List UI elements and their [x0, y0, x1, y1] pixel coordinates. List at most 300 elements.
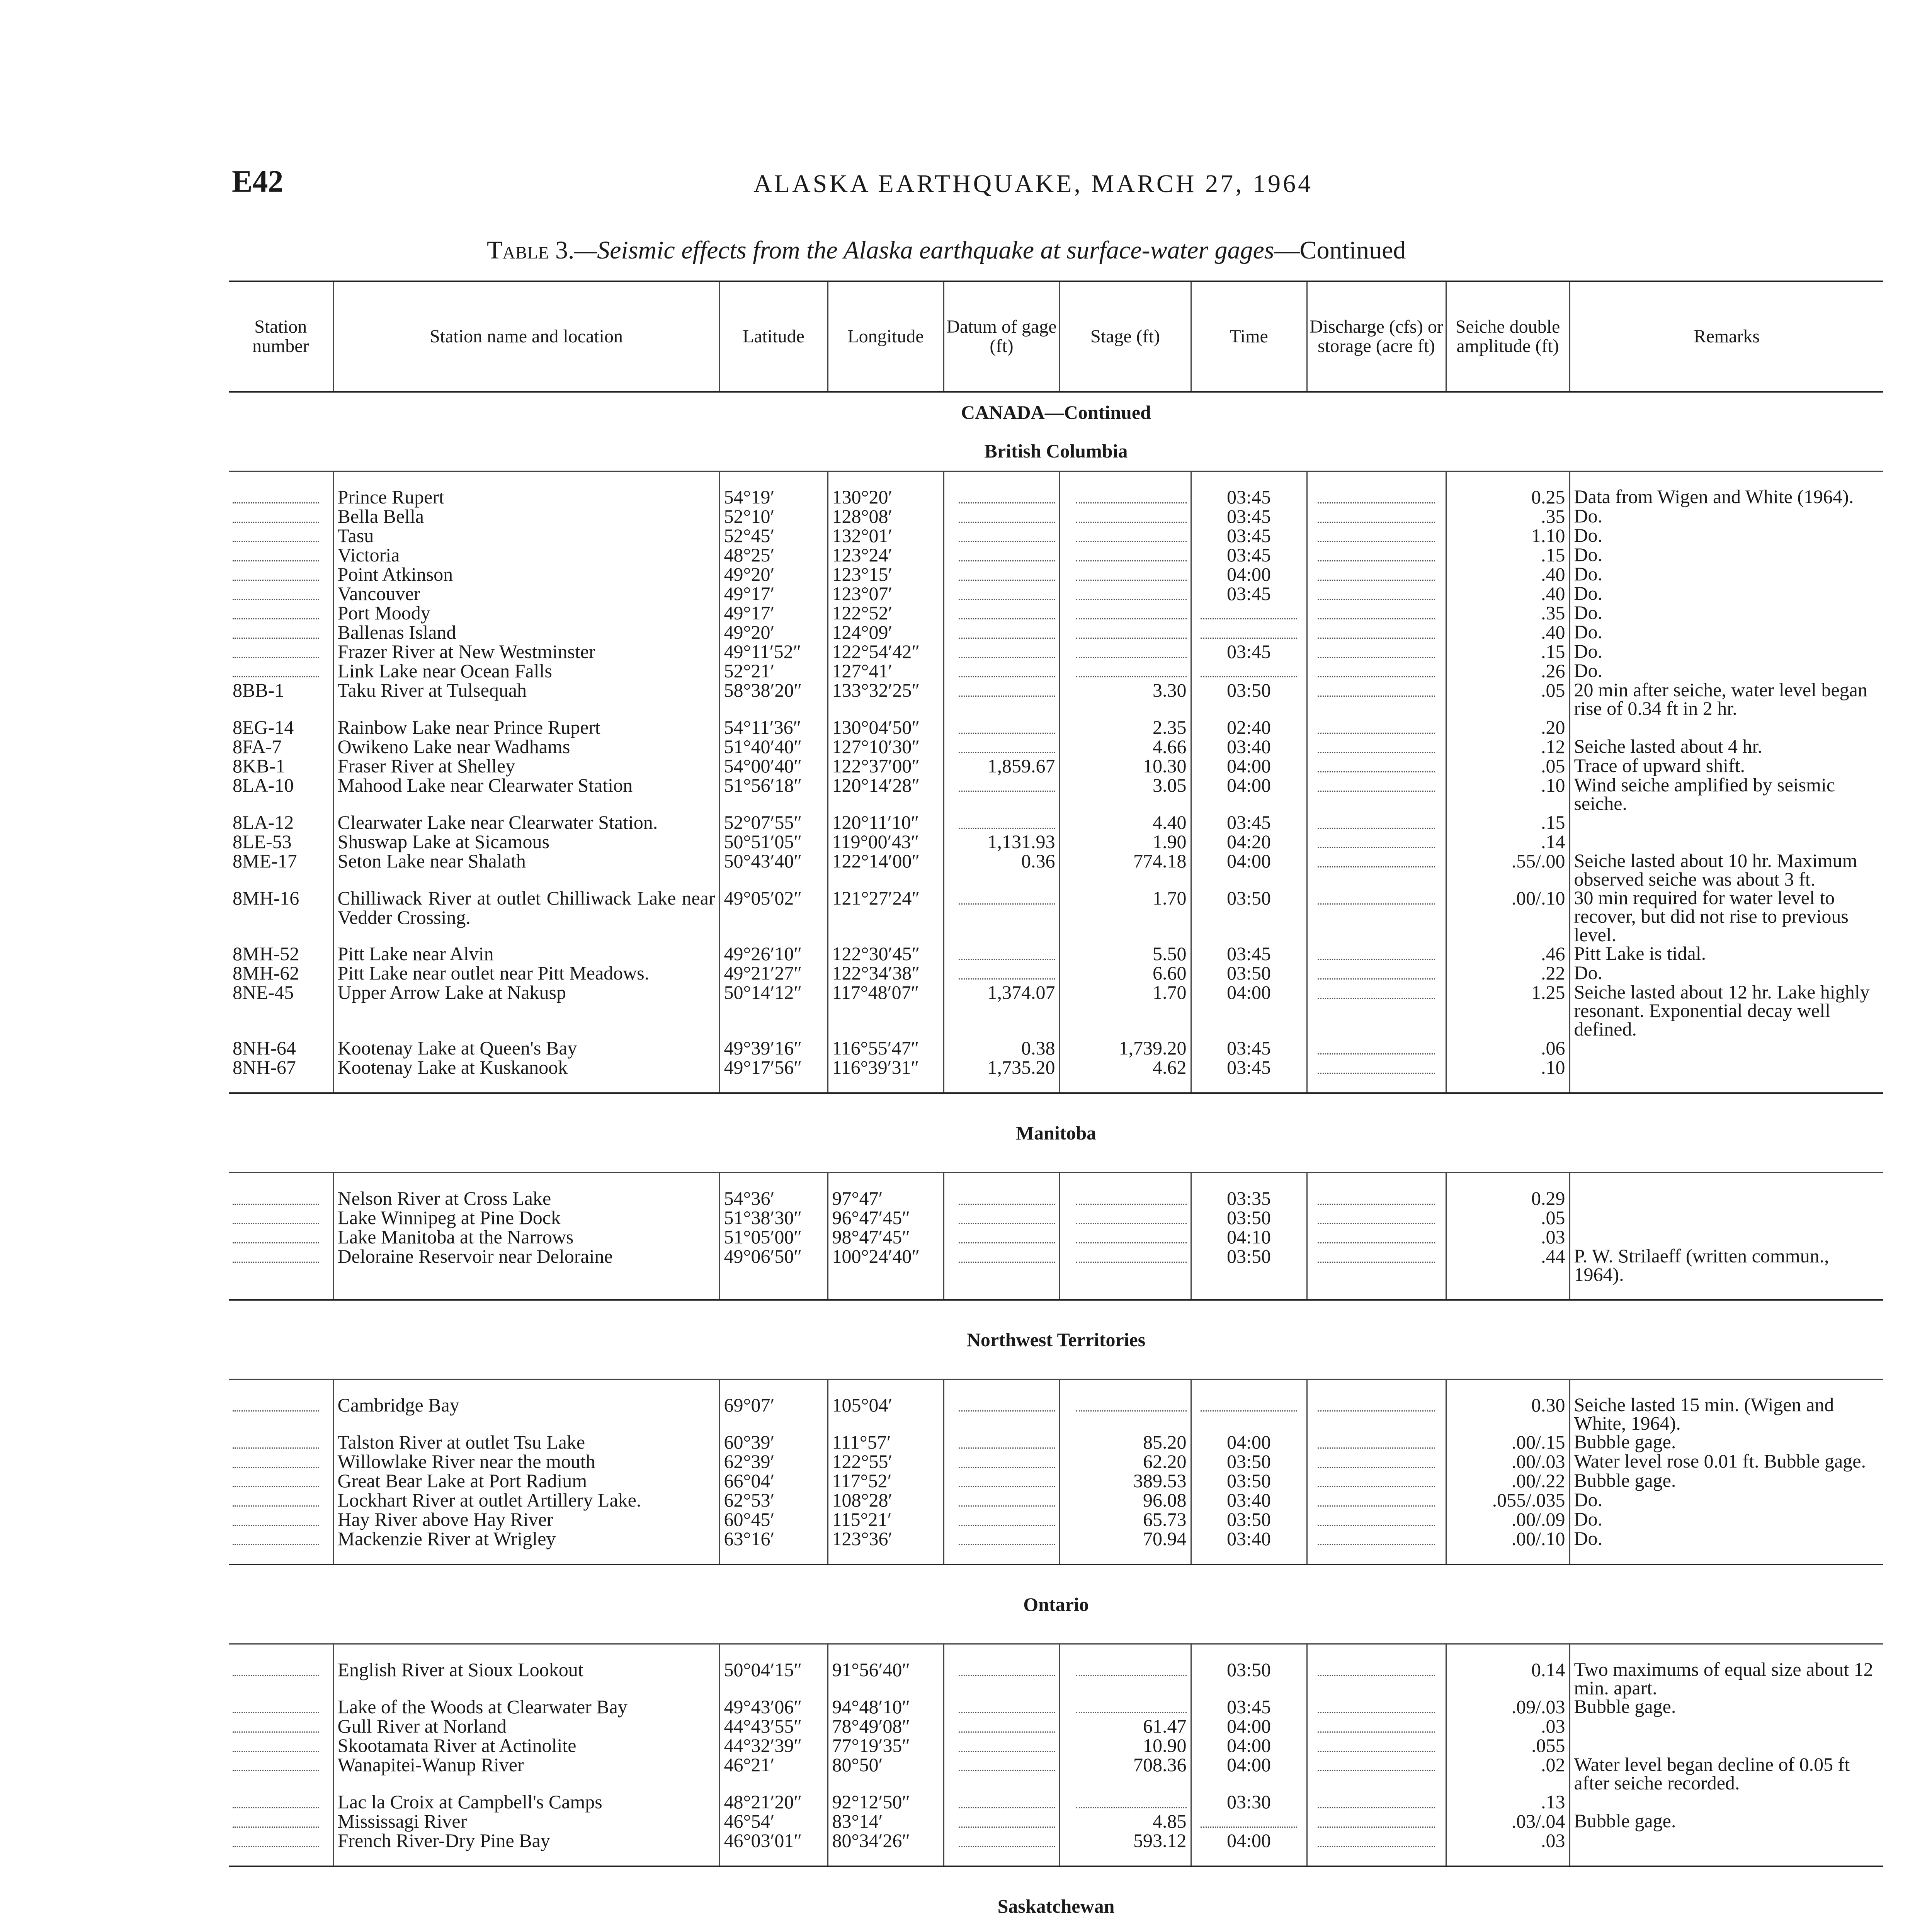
cell-datum: [944, 1792, 1060, 1811]
cell-seiche: .03/.04: [1446, 1811, 1570, 1831]
cell-stage: [1060, 526, 1191, 545]
leader-dots: [1076, 1701, 1186, 1713]
leader-dots: [1076, 549, 1186, 561]
section-heading-group: [229, 392, 1883, 471]
leader-dots: [1318, 569, 1435, 581]
leader-dots: [1076, 1796, 1186, 1808]
leader-dots: [233, 1796, 319, 1808]
cell-stage: [1060, 1173, 1191, 1208]
leader-dots: [1076, 511, 1186, 523]
leader-dots: [959, 492, 1055, 503]
cell-seiche: .55/.00: [1446, 851, 1570, 888]
table-row: [229, 1379, 1883, 1433]
cell-remarks: Do.: [1570, 584, 1883, 603]
cell-station-name: Point Atkinson: [333, 565, 719, 584]
cell-station-name: Lake Winnipeg at Pine Dock: [333, 1208, 719, 1227]
cell-remarks: Bubble gage.: [1570, 1432, 1883, 1452]
leader-dots: [233, 569, 319, 581]
cell-stage: 4.40: [1060, 813, 1191, 832]
cell-seiche: .055/.035: [1446, 1490, 1570, 1510]
leader-dots: [1318, 1193, 1435, 1205]
cell-remarks: Do.: [1570, 545, 1883, 565]
leader-dots: [1318, 855, 1435, 867]
cell-discharge: [1307, 1379, 1446, 1433]
leader-dots: [1318, 1740, 1435, 1752]
cell-stage: 593.12: [1060, 1831, 1191, 1866]
caption-suffix: —Continued: [1274, 236, 1406, 264]
cell-discharge: [1307, 1736, 1446, 1755]
leader-dots: [1318, 741, 1435, 753]
cell-datum: [944, 1208, 1060, 1227]
cell-station-number: [229, 1227, 333, 1247]
cell-seiche: .15: [1446, 813, 1570, 832]
leader-dots: [1318, 760, 1435, 772]
cell-seiche: .05: [1446, 1208, 1570, 1227]
cell-station-name: Cambridge Bay: [333, 1379, 719, 1433]
leader-dots: [1201, 607, 1297, 619]
cell-seiche: .05: [1446, 756, 1570, 776]
cell-latitude: 60°39′: [719, 1432, 828, 1452]
leader-dots: [1201, 665, 1297, 677]
cell-latitude: 49°17′: [719, 603, 828, 622]
cell-remarks: Seiche lasted about 10 hr. Maximum observed seiche was about 3 ft.: [1570, 851, 1883, 888]
cell-seiche: 0.14: [1446, 1644, 1570, 1697]
cell-latitude: 50°04′15″: [719, 1644, 828, 1697]
cell-discharge: [1307, 983, 1446, 1038]
table-row: [229, 1058, 1883, 1093]
cell-discharge: [1307, 1644, 1446, 1697]
leader-dots: [233, 1740, 319, 1752]
leader-dots: [233, 1759, 319, 1771]
cell-discharge: [1307, 603, 1446, 622]
cell-latitude: 52°45′: [719, 526, 828, 545]
cell-discharge: [1307, 718, 1446, 737]
table-row: [229, 963, 1883, 983]
cell-datum: [944, 680, 1060, 718]
cell-seiche: .03: [1446, 1227, 1570, 1247]
table-row: [229, 545, 1883, 565]
cell-datum: [944, 1529, 1060, 1565]
cell-stage: 1,739.20: [1060, 1038, 1191, 1058]
cell-remarks: [1570, 718, 1883, 737]
leader-dots: [1318, 780, 1435, 792]
cell-station-number: 8MH-62: [233, 962, 299, 984]
cell-datum: [944, 1490, 1060, 1510]
cell-seiche: .20: [1446, 718, 1570, 737]
cell-longitude: 123°24′: [828, 545, 944, 565]
leader-dots: [1318, 588, 1435, 600]
table-row: [229, 1736, 1883, 1755]
cell-station-number: 8LA-10: [233, 774, 294, 796]
table-row: [229, 983, 1883, 1038]
cell-time: [1191, 1811, 1307, 1831]
section-heading: Saskatchewan: [997, 1895, 1115, 1917]
cell-latitude: 52°21′: [719, 661, 828, 680]
cell-remarks: Do.: [1570, 603, 1883, 622]
cell-longitude: 122°37′00″: [828, 756, 944, 776]
cell-time: 03:35: [1191, 1173, 1307, 1208]
cell-latitude: 49°39′16″: [719, 1038, 828, 1058]
cell-latitude: 51°38′30″: [719, 1208, 828, 1227]
cell-seiche: .00/.10: [1446, 888, 1570, 944]
cell-seiche: .35: [1446, 507, 1570, 526]
leader-dots: [959, 893, 1055, 905]
cell-latitude: 50°14′12″: [719, 983, 828, 1038]
leader-dots: [1318, 1759, 1435, 1771]
section-rows: [229, 471, 1883, 1094]
cell-station-number: [229, 1697, 333, 1716]
cell-stage: [1060, 622, 1191, 642]
leader-dots: [959, 549, 1055, 561]
leader-dots: [1318, 1231, 1435, 1243]
cell-latitude: 50°51′05″: [719, 832, 828, 851]
leader-dots: [959, 1475, 1055, 1487]
cell-station-number: [229, 1452, 333, 1471]
cell-stage: [1060, 1208, 1191, 1227]
cell-seiche: .00/.03: [1446, 1452, 1570, 1471]
cell-longitude: 94°48′10″: [828, 1697, 944, 1716]
cell-seiche: .12: [1446, 737, 1570, 756]
cell-stage: [1060, 1379, 1191, 1433]
cell-discharge: [1307, 642, 1446, 661]
cell-remarks: Data from Wigen and White (1964).: [1570, 471, 1883, 507]
leader-dots: [959, 1701, 1055, 1713]
cell-longitude: 96°47′45″: [828, 1208, 944, 1227]
cell-discharge: [1307, 756, 1446, 776]
cell-station-number: [229, 1792, 333, 1811]
leader-dots: [959, 685, 1055, 697]
leader-dots: [233, 1514, 319, 1526]
cell-discharge: [1307, 963, 1446, 983]
cell-station-number: [229, 622, 333, 642]
leader-dots: [959, 1533, 1055, 1545]
cell-latitude: 44°32′39″: [719, 1736, 828, 1755]
cell-seiche: .00/.22: [1446, 1471, 1570, 1490]
cell-discharge: [1307, 1755, 1446, 1792]
table-row: [229, 1227, 1883, 1247]
cell-stage: [1060, 1792, 1191, 1811]
cell-longitude: 127°41′: [828, 661, 944, 680]
leader-dots: [959, 1193, 1055, 1205]
section-heading-group: [229, 1565, 1883, 1644]
cell-longitude: 100°24′40″: [828, 1247, 944, 1300]
cell-latitude: 54°19′: [719, 471, 828, 507]
cell-discharge: [1307, 1716, 1446, 1736]
cell-station-name: Lac la Croix at Campbell's Camps: [333, 1792, 719, 1811]
cell-stage: 96.08: [1060, 1490, 1191, 1510]
cell-seiche: .09/.03: [1446, 1697, 1570, 1716]
cell-remarks: Bubble gage.: [1570, 1697, 1883, 1716]
cell-time: 04:00: [1191, 1755, 1307, 1792]
table-row: [229, 888, 1883, 944]
cell-remarks: Seiche lasted about 12 hr. Lake highly resonant. Exponential decay well defined.: [1570, 983, 1883, 1038]
cell-discharge: [1307, 944, 1446, 963]
cell-time: 04:20: [1191, 832, 1307, 851]
cell-seiche: .35: [1446, 603, 1570, 622]
cell-station-number: [229, 1755, 333, 1792]
leader-dots: [959, 1212, 1055, 1224]
cell-station-name: Willowlake River near the mouth: [333, 1452, 719, 1471]
leader-dots: [1318, 665, 1435, 677]
cell-station-number: [229, 507, 333, 526]
section-heading: Northwest Territories: [966, 1329, 1146, 1350]
cell-discharge: [1307, 851, 1446, 888]
cell-datum: [944, 1471, 1060, 1490]
cell-station-number: [229, 603, 333, 622]
cell-remarks: Do.: [1570, 1529, 1883, 1565]
cell-time: [1191, 661, 1307, 680]
cell-station-name: Kootenay Lake at Queen's Bay: [333, 1038, 719, 1058]
cell-datum: 0.36: [944, 851, 1060, 888]
cell-discharge: [1307, 1811, 1446, 1831]
leader-dots: [959, 530, 1055, 542]
section-heading-row: [229, 1300, 1883, 1379]
leader-dots: [1318, 968, 1435, 980]
leader-dots: [1201, 1400, 1297, 1412]
cell-latitude: 58°38′20″: [719, 680, 828, 718]
leader-dots: [233, 549, 319, 561]
leader-dots: [959, 1251, 1055, 1263]
cell-stage: 774.18: [1060, 851, 1191, 888]
cell-seiche: .46: [1446, 944, 1570, 963]
leader-dots: [233, 1495, 319, 1507]
leader-dots: [1318, 836, 1435, 848]
cell-longitude: 127°10′30″: [828, 737, 944, 756]
cell-discharge: [1307, 1529, 1446, 1565]
table-row: [229, 1038, 1883, 1058]
cell-remarks: [1570, 1736, 1883, 1755]
cell-longitude: 130°20′: [828, 471, 944, 507]
section-heading: Ontario: [1023, 1594, 1089, 1615]
table-row: [229, 1510, 1883, 1529]
cell-station-number: 8LA-12: [233, 811, 294, 833]
cell-datum: [944, 642, 1060, 661]
cell-datum: 1,374.07: [944, 983, 1060, 1038]
cell-discharge: [1307, 1471, 1446, 1490]
table-row: [229, 1247, 1883, 1300]
cell-stage: 4.66: [1060, 737, 1191, 756]
cell-time: [1191, 1379, 1307, 1433]
cell-time: 03:50: [1191, 1471, 1307, 1490]
leader-dots: [233, 1816, 319, 1828]
cell-discharge: [1307, 832, 1446, 851]
cell-time: 03:45: [1191, 1038, 1307, 1058]
cell-time: 03:40: [1191, 1490, 1307, 1510]
cell-seiche: 1.25: [1446, 983, 1570, 1038]
cell-datum: [944, 1831, 1060, 1866]
leader-dots: [1076, 530, 1186, 542]
section-rows: [229, 1644, 1883, 1867]
cell-longitude: 91°56′40″: [828, 1644, 944, 1697]
cell-station-name: Talston River at outlet Tsu Lake: [333, 1432, 719, 1452]
cell-longitude: 97°47′: [828, 1173, 944, 1208]
cell-longitude: 111°57′: [828, 1432, 944, 1452]
section-heading-cell: [229, 1565, 1883, 1644]
leader-dots: [233, 511, 319, 523]
cell-stage: 4.85: [1060, 1811, 1191, 1831]
cell-stage: 389.53: [1060, 1471, 1191, 1490]
cell-datum: [944, 507, 1060, 526]
cell-discharge: [1307, 888, 1446, 944]
cell-datum: [944, 1379, 1060, 1433]
cell-station-name: Lockhart River at outlet Artillery Lake.: [333, 1490, 719, 1510]
leader-dots: [233, 1400, 319, 1412]
header-stage: Stage (ft): [1060, 281, 1191, 392]
cell-seiche: .03: [1446, 1716, 1570, 1736]
leader-dots: [959, 780, 1055, 792]
cell-remarks: Do.: [1570, 622, 1883, 642]
leader-dots: [233, 1212, 319, 1224]
cell-datum: [944, 584, 1060, 603]
cell-longitude: 123°36′: [828, 1529, 944, 1565]
cell-stage: [1060, 1697, 1191, 1716]
leader-dots: [959, 1816, 1055, 1828]
cell-remarks: P. W. Strilaeff (written commun., 1964).: [1570, 1247, 1883, 1300]
cell-datum: [944, 1173, 1060, 1208]
leader-dots: [1318, 549, 1435, 561]
cell-longitude: 124°09′: [828, 622, 944, 642]
cell-remarks: Do.: [1570, 565, 1883, 584]
cell-longitude: 117°52′: [828, 1471, 944, 1490]
cell-station-number: [229, 1208, 333, 1227]
caption-title: —Seismic effects from the Alaska earthquake at surface-water gages: [574, 236, 1274, 264]
leader-dots: [1318, 1043, 1435, 1054]
section-heading-cell: [229, 1866, 1883, 1932]
cell-latitude: 69°07′: [719, 1379, 828, 1433]
header-row: [229, 281, 1883, 392]
leader-dots: [1318, 1062, 1435, 1074]
cell-remarks: Water level began decline of 0.05 ft after seiche recorded.: [1570, 1755, 1883, 1792]
cell-station-number: [229, 1490, 333, 1510]
cell-longitude: 122°30′45″: [828, 944, 944, 963]
cell-station-name: Pitt Lake near Alvin: [333, 944, 719, 963]
cell-datum: [944, 776, 1060, 813]
cell-time: 02:40: [1191, 718, 1307, 737]
cell-station-name: Fraser River at Shelley: [333, 756, 719, 776]
leader-dots: [233, 1475, 319, 1487]
table-row: [229, 944, 1883, 963]
leader-dots: [959, 741, 1055, 753]
cell-longitude: 98°47′45″: [828, 1227, 944, 1247]
leader-dots: [959, 1835, 1055, 1847]
leader-dots: [233, 1721, 319, 1733]
leader-dots: [959, 569, 1055, 581]
cell-discharge: [1307, 1510, 1446, 1529]
leader-dots: [233, 1533, 319, 1545]
leader-dots: [1318, 646, 1435, 658]
cell-latitude: 49°20′: [719, 622, 828, 642]
leader-dots: [1201, 627, 1297, 639]
cell-time: 03:30: [1191, 1792, 1307, 1811]
cell-station-number: 8NH-64: [233, 1037, 296, 1059]
leader-dots: [1318, 511, 1435, 523]
leader-dots: [1318, 722, 1435, 734]
leader-dots: [959, 1514, 1055, 1526]
cell-station-number: [229, 642, 333, 661]
header-discharge: Discharge (cfs) or storage (acre ft): [1307, 281, 1446, 392]
header-time: Time: [1191, 281, 1307, 392]
cell-stage: 4.62: [1060, 1058, 1191, 1093]
leader-dots: [1076, 607, 1186, 619]
cell-datum: [944, 1644, 1060, 1697]
cell-datum: [944, 1510, 1060, 1529]
cell-seiche: 1.10: [1446, 526, 1570, 545]
cell-datum: [944, 526, 1060, 545]
country-heading: CANADA—Continued: [961, 401, 1151, 423]
cell-station-number: [229, 1644, 333, 1697]
table-row: [229, 1490, 1883, 1510]
cell-latitude: 62°39′: [719, 1452, 828, 1471]
section-heading: Manitoba: [1015, 1122, 1097, 1144]
cell-longitude: 83°14′: [828, 1811, 944, 1831]
cell-latitude: 49°17′: [719, 584, 828, 603]
caption-prefix: Table 3.: [487, 236, 575, 264]
cell-seiche: .00/.15: [1446, 1432, 1570, 1452]
cell-datum: [944, 813, 1060, 832]
cell-station-number: 8NH-67: [229, 1058, 333, 1093]
table-row: [229, 1529, 1883, 1565]
cell-stage: 3.05: [1060, 776, 1191, 813]
cell-stage: 3.30: [1060, 680, 1191, 718]
cell-remarks: [1570, 832, 1883, 851]
cell-station-name: Wanapitei-Wanup River: [333, 1755, 719, 1792]
cell-stage: [1060, 565, 1191, 584]
cell-longitude: 116°55′47″: [828, 1038, 944, 1058]
cell-longitude: 80°34′26″: [828, 1831, 944, 1866]
cell-station-name: Deloraine Reservoir near Deloraine: [333, 1247, 719, 1300]
cell-remarks: Bubble gage.: [1570, 1811, 1883, 1831]
section-rows: [229, 1379, 1883, 1565]
leader-dots: [1318, 1437, 1435, 1449]
table-row: [229, 1716, 1883, 1736]
cell-datum: [944, 1755, 1060, 1792]
cell-discharge: [1307, 1792, 1446, 1811]
leader-dots: [959, 1456, 1055, 1468]
leader-dots: [959, 1437, 1055, 1449]
cell-station-name: Vancouver: [333, 584, 719, 603]
seismic-effects-table: [229, 281, 1883, 1932]
cell-longitude: 123°15′: [828, 565, 944, 584]
cell-longitude: 120°14′28″: [828, 776, 944, 813]
cell-remarks: 30 min required for water level to recover, but did not rise to previous level.: [1570, 888, 1883, 944]
cell-seiche: .14: [1446, 832, 1570, 851]
cell-discharge: [1307, 776, 1446, 813]
cell-latitude: 51°05′00″: [719, 1227, 828, 1247]
cell-remarks: Do.: [1570, 963, 1883, 983]
cell-station-number: 8BB-1: [233, 679, 284, 701]
cell-discharge: [1307, 680, 1446, 718]
cell-seiche: .055: [1446, 1736, 1570, 1755]
cell-latitude: 49°21′27″: [719, 963, 828, 983]
cell-station-name: Mississagi River: [333, 1811, 719, 1831]
cell-datum: [944, 1716, 1060, 1736]
cell-datum: [944, 471, 1060, 507]
leader-dots: [1076, 569, 1186, 581]
cell-time: 03:45: [1191, 813, 1307, 832]
cell-latitude: 62°53′: [719, 1490, 828, 1510]
cell-station-name: Lake of the Woods at Clearwater Bay: [333, 1697, 719, 1716]
table-row: [229, 737, 1883, 756]
leader-dots: [233, 1835, 319, 1847]
cell-time: 03:40: [1191, 737, 1307, 756]
leader-dots: [233, 1251, 319, 1263]
cell-seiche: .40: [1446, 584, 1570, 603]
leader-dots: [233, 1231, 319, 1243]
cell-station-name: Ballenas Island: [333, 622, 719, 642]
leader-dots: [1076, 1251, 1186, 1263]
leader-dots: [1318, 1212, 1435, 1224]
cell-latitude: 48°25′: [719, 545, 828, 565]
